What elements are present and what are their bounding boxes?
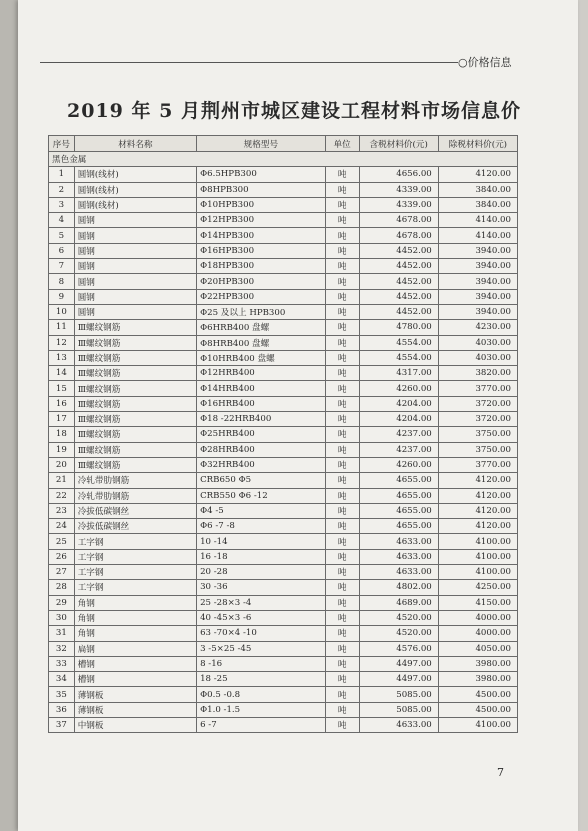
unit: 吨: [325, 427, 359, 442]
price-excl-tax: 3720.00: [438, 396, 517, 411]
row-index: 19: [49, 442, 75, 457]
spec: Φ6HRB400 盘螺: [197, 320, 326, 335]
price-excl-tax: 4100.00: [438, 717, 517, 732]
table-row: [49, 335, 518, 350]
spec: CRB550 Φ6 -12: [197, 488, 326, 503]
unit: 吨: [325, 396, 359, 411]
row-index: 36: [49, 702, 75, 717]
spec: Φ6.5HPB300: [197, 167, 326, 182]
price-excl-tax: 3750.00: [438, 427, 517, 442]
price-excl-tax: 4230.00: [438, 320, 517, 335]
price-excl-tax: 3980.00: [438, 656, 517, 671]
table-row: [49, 320, 518, 335]
spec: Φ18HPB300: [197, 259, 326, 274]
unit: 吨: [325, 366, 359, 381]
spec: 6 -7: [197, 717, 326, 732]
price-excl-tax: 4050.00: [438, 641, 517, 656]
table-row: [49, 534, 518, 549]
section-label: 黑色金属: [49, 152, 518, 167]
spec: Φ8HRB400 盘螺: [197, 335, 326, 350]
row-index: 32: [49, 641, 75, 656]
price-excl-tax: 4140.00: [438, 228, 517, 243]
material-name: Ⅲ螺纹钢筋: [74, 412, 196, 427]
price-excl-tax: 4500.00: [438, 702, 517, 717]
unit: 吨: [325, 626, 359, 641]
unit: 吨: [325, 519, 359, 534]
material-name: Ⅲ螺纹钢筋: [74, 320, 196, 335]
row-index: 4: [49, 213, 75, 228]
col-header-material: 材料名称: [74, 136, 196, 152]
spec: Φ32HRB400: [197, 457, 326, 472]
row-index: 21: [49, 473, 75, 488]
table-row: [49, 442, 518, 457]
spec: Φ16HRB400: [197, 396, 326, 411]
price-excl-tax: 4030.00: [438, 335, 517, 350]
price-excl-tax: 4120.00: [438, 473, 517, 488]
col-header-index: 序号: [49, 136, 75, 152]
unit: 吨: [325, 503, 359, 518]
material-name: Ⅲ螺纹钢筋: [74, 457, 196, 472]
material-name: Ⅲ螺纹钢筋: [74, 350, 196, 365]
unit: 吨: [325, 656, 359, 671]
unit: 吨: [325, 641, 359, 656]
row-index: 25: [49, 534, 75, 549]
price-incl-tax: 4452.00: [359, 243, 438, 258]
spec: Φ22HPB300: [197, 289, 326, 304]
row-index: 27: [49, 565, 75, 580]
spec: Φ20HPB300: [197, 274, 326, 289]
price-incl-tax: 4655.00: [359, 473, 438, 488]
col-header-unit: 单位: [325, 136, 359, 152]
row-index: 16: [49, 396, 75, 411]
spec: Φ4 -5: [197, 503, 326, 518]
price-excl-tax: 4500.00: [438, 687, 517, 702]
price-incl-tax: 5085.00: [359, 687, 438, 702]
unit: 吨: [325, 320, 359, 335]
spec: Φ8HPB300: [197, 182, 326, 197]
table-row: [49, 565, 518, 580]
material-name: Ⅲ螺纹钢筋: [74, 427, 196, 442]
unit: 吨: [325, 412, 359, 427]
col-header-price-incl-tax: 含税材料价(元): [359, 136, 438, 152]
header-rule: [40, 62, 458, 63]
price-excl-tax: 3940.00: [438, 304, 517, 319]
price-incl-tax: 4204.00: [359, 396, 438, 411]
price-incl-tax: 4237.00: [359, 427, 438, 442]
price-incl-tax: 4689.00: [359, 595, 438, 610]
table-row: [49, 595, 518, 610]
page-number: 7: [497, 766, 504, 779]
row-index: 23: [49, 503, 75, 518]
spec: 20 -28: [197, 565, 326, 580]
price-incl-tax: 4317.00: [359, 366, 438, 381]
row-index: 30: [49, 610, 75, 625]
price-excl-tax: 4250.00: [438, 580, 517, 595]
unit: 吨: [325, 289, 359, 304]
unit: 吨: [325, 243, 359, 258]
row-index: 12: [49, 335, 75, 350]
page-title: 2019 年 5 月荆州市城区建设工程材料市场信息价: [67, 100, 521, 122]
material-name: 扁钢: [74, 641, 196, 656]
table-row: [49, 228, 518, 243]
price-incl-tax: 4260.00: [359, 457, 438, 472]
spec: Φ1.0 -1.5: [197, 702, 326, 717]
row-index: 18: [49, 427, 75, 442]
row-index: 26: [49, 549, 75, 564]
material-name: 槽钢: [74, 672, 196, 687]
material-name: 圆钢(线材): [74, 167, 196, 182]
table-row: [49, 182, 518, 197]
material-name: Ⅲ螺纹钢筋: [74, 442, 196, 457]
price-incl-tax: 4497.00: [359, 656, 438, 671]
row-index: 6: [49, 243, 75, 258]
col-header-price-excl-tax: 除税材料价(元): [438, 136, 517, 152]
table-row: [49, 656, 518, 671]
table-row: [49, 243, 518, 258]
material-name: 角钢: [74, 626, 196, 641]
table-row: [49, 717, 518, 732]
unit: 吨: [325, 457, 359, 472]
price-excl-tax: 3820.00: [438, 366, 517, 381]
book-spine: [0, 0, 18, 831]
unit: 吨: [325, 167, 359, 182]
price-incl-tax: 4633.00: [359, 534, 438, 549]
material-name: 圆钢: [74, 304, 196, 319]
price-incl-tax: 4802.00: [359, 580, 438, 595]
price-incl-tax: 4204.00: [359, 412, 438, 427]
price-excl-tax: 4100.00: [438, 549, 517, 564]
row-index: 11: [49, 320, 75, 335]
price-incl-tax: 4576.00: [359, 641, 438, 656]
material-name: 槽钢: [74, 656, 196, 671]
unit: 吨: [325, 381, 359, 396]
spec: Φ16HPB300: [197, 243, 326, 258]
material-name: 圆钢: [74, 228, 196, 243]
row-index: 10: [49, 304, 75, 319]
material-name: 圆钢: [74, 213, 196, 228]
price-excl-tax: 4100.00: [438, 565, 517, 580]
material-name: 薄钢板: [74, 702, 196, 717]
price-excl-tax: 4100.00: [438, 534, 517, 549]
price-incl-tax: 4554.00: [359, 350, 438, 365]
price-excl-tax: 4140.00: [438, 213, 517, 228]
unit: 吨: [325, 565, 359, 580]
spec: Φ14HRB400: [197, 381, 326, 396]
table-row: [49, 396, 518, 411]
material-name: Ⅲ螺纹钢筋: [74, 335, 196, 350]
row-index: 15: [49, 381, 75, 396]
price-incl-tax: 4520.00: [359, 626, 438, 641]
unit: 吨: [325, 580, 359, 595]
table-row: [49, 167, 518, 182]
section-tag: ○价格信息: [458, 56, 512, 69]
spec: 16 -18: [197, 549, 326, 564]
table-row: [49, 672, 518, 687]
material-name: 圆钢: [74, 243, 196, 258]
material-name: 圆钢: [74, 259, 196, 274]
material-name: 中钢板: [74, 717, 196, 732]
unit: 吨: [325, 350, 359, 365]
table-row: [49, 488, 518, 503]
spec: 3 -5×25 -45: [197, 641, 326, 656]
unit: 吨: [325, 473, 359, 488]
price-excl-tax: 4150.00: [438, 595, 517, 610]
table-row: [49, 259, 518, 274]
spec: Φ25 及以上 HPB300: [197, 304, 326, 319]
price-incl-tax: 4633.00: [359, 549, 438, 564]
unit: 吨: [325, 442, 359, 457]
spec: Φ10HPB300: [197, 197, 326, 212]
table-row: [49, 473, 518, 488]
price-incl-tax: 4678.00: [359, 213, 438, 228]
price-excl-tax: 4120.00: [438, 167, 517, 182]
table-row: [49, 366, 518, 381]
row-index: 33: [49, 656, 75, 671]
table-header-row: [49, 136, 518, 152]
spec: Φ28HRB400: [197, 442, 326, 457]
price-incl-tax: 4452.00: [359, 304, 438, 319]
price-incl-tax: 4633.00: [359, 565, 438, 580]
unit: 吨: [325, 213, 359, 228]
section-row: [49, 152, 518, 167]
spec: Φ10HRB400 盘螺: [197, 350, 326, 365]
unit: 吨: [325, 274, 359, 289]
price-incl-tax: 4339.00: [359, 182, 438, 197]
material-name: 冷拔低碳钢丝: [74, 503, 196, 518]
unit: 吨: [325, 335, 359, 350]
price-excl-tax: 4030.00: [438, 350, 517, 365]
row-index: 17: [49, 412, 75, 427]
material-name: 圆钢: [74, 289, 196, 304]
unit: 吨: [325, 672, 359, 687]
table-row: [49, 213, 518, 228]
table-row: [49, 549, 518, 564]
price-incl-tax: 5085.00: [359, 702, 438, 717]
row-index: 37: [49, 717, 75, 732]
material-name: 冷拔低碳钢丝: [74, 519, 196, 534]
price-table: [48, 135, 518, 733]
price-excl-tax: 3940.00: [438, 243, 517, 258]
price-incl-tax: 4655.00: [359, 503, 438, 518]
spec: 63 -70×4 -10: [197, 626, 326, 641]
price-excl-tax: 3750.00: [438, 442, 517, 457]
row-index: 7: [49, 259, 75, 274]
spec: Φ0.5 -0.8: [197, 687, 326, 702]
material-name: 工字钢: [74, 549, 196, 564]
price-incl-tax: 4452.00: [359, 259, 438, 274]
price-excl-tax: 3940.00: [438, 259, 517, 274]
spec: 8 -16: [197, 656, 326, 671]
spec: 18 -25: [197, 672, 326, 687]
spec: Φ12HPB300: [197, 213, 326, 228]
unit: 吨: [325, 534, 359, 549]
material-name: 圆钢(线材): [74, 182, 196, 197]
row-index: 8: [49, 274, 75, 289]
price-incl-tax: 4655.00: [359, 519, 438, 534]
unit: 吨: [325, 197, 359, 212]
unit: 吨: [325, 595, 359, 610]
row-index: 28: [49, 580, 75, 595]
price-excl-tax: 3770.00: [438, 457, 517, 472]
col-header-spec: 规格型号: [197, 136, 326, 152]
spec: CRB650 Φ5: [197, 473, 326, 488]
price-excl-tax: 4000.00: [438, 610, 517, 625]
price-incl-tax: 4656.00: [359, 167, 438, 182]
unit: 吨: [325, 259, 359, 274]
row-index: 1: [49, 167, 75, 182]
row-index: 2: [49, 182, 75, 197]
price-excl-tax: 3940.00: [438, 289, 517, 304]
price-incl-tax: 4452.00: [359, 289, 438, 304]
row-index: 31: [49, 626, 75, 641]
price-excl-tax: 4000.00: [438, 626, 517, 641]
price-excl-tax: 4120.00: [438, 503, 517, 518]
material-name: 角钢: [74, 610, 196, 625]
table-row: [49, 503, 518, 518]
price-incl-tax: 4452.00: [359, 274, 438, 289]
price-incl-tax: 4633.00: [359, 717, 438, 732]
table-row: [49, 274, 518, 289]
unit: 吨: [325, 702, 359, 717]
price-incl-tax: 4678.00: [359, 228, 438, 243]
spec: 25 -28×3 -4: [197, 595, 326, 610]
material-name: 圆钢(线材): [74, 197, 196, 212]
table-row: [49, 702, 518, 717]
unit: 吨: [325, 228, 359, 243]
spec: 30 -36: [197, 580, 326, 595]
spec: Φ12HRB400: [197, 366, 326, 381]
spec: 10 -14: [197, 534, 326, 549]
unit: 吨: [325, 182, 359, 197]
spec: Φ25HRB400: [197, 427, 326, 442]
price-incl-tax: 4655.00: [359, 488, 438, 503]
spec: Φ6 -7 -8: [197, 519, 326, 534]
material-name: 工字钢: [74, 580, 196, 595]
table-row: [49, 580, 518, 595]
row-index: 20: [49, 457, 75, 472]
price-incl-tax: 4554.00: [359, 335, 438, 350]
table-row: [49, 687, 518, 702]
material-name: 薄钢板: [74, 687, 196, 702]
table-row: [49, 610, 518, 625]
table-row: [49, 412, 518, 427]
price-incl-tax: 4497.00: [359, 672, 438, 687]
price-excl-tax: 3720.00: [438, 412, 517, 427]
price-incl-tax: 4520.00: [359, 610, 438, 625]
unit: 吨: [325, 717, 359, 732]
price-excl-tax: 4120.00: [438, 519, 517, 534]
material-name: 冷轧带肋钢筋: [74, 473, 196, 488]
table-row: [49, 197, 518, 212]
material-name: Ⅲ螺纹钢筋: [74, 396, 196, 411]
price-incl-tax: 4237.00: [359, 442, 438, 457]
price-incl-tax: 4339.00: [359, 197, 438, 212]
material-name: 角钢: [74, 595, 196, 610]
spec: Φ14HPB300: [197, 228, 326, 243]
row-index: 34: [49, 672, 75, 687]
price-incl-tax: 4780.00: [359, 320, 438, 335]
spec: 40 -45×3 -6: [197, 610, 326, 625]
table-row: [49, 626, 518, 641]
price-excl-tax: 3940.00: [438, 274, 517, 289]
row-index: 14: [49, 366, 75, 381]
material-name: 工字钢: [74, 565, 196, 580]
price-excl-tax: 3980.00: [438, 672, 517, 687]
material-name: 冷轧带肋钢筋: [74, 488, 196, 503]
table-row: [49, 289, 518, 304]
row-index: 9: [49, 289, 75, 304]
unit: 吨: [325, 304, 359, 319]
price-incl-tax: 4260.00: [359, 381, 438, 396]
material-name: 圆钢: [74, 274, 196, 289]
unit: 吨: [325, 549, 359, 564]
table-row: [49, 641, 518, 656]
table-row: [49, 381, 518, 396]
table-row: [49, 304, 518, 319]
row-index: 5: [49, 228, 75, 243]
table-row: [49, 519, 518, 534]
row-index: 35: [49, 687, 75, 702]
price-excl-tax: 3840.00: [438, 197, 517, 212]
material-name: Ⅲ螺纹钢筋: [74, 366, 196, 381]
unit: 吨: [325, 687, 359, 702]
material-name: Ⅲ螺纹钢筋: [74, 381, 196, 396]
row-index: 13: [49, 350, 75, 365]
row-index: 22: [49, 488, 75, 503]
price-excl-tax: 4120.00: [438, 488, 517, 503]
unit: 吨: [325, 610, 359, 625]
unit: 吨: [325, 488, 359, 503]
material-name: 工字钢: [74, 534, 196, 549]
table-row: [49, 350, 518, 365]
price-excl-tax: 3770.00: [438, 381, 517, 396]
row-index: 3: [49, 197, 75, 212]
row-index: 29: [49, 595, 75, 610]
price-excl-tax: 3840.00: [438, 182, 517, 197]
table-row: [49, 427, 518, 442]
spec: Φ18 -22HRB400: [197, 412, 326, 427]
table-row: [49, 457, 518, 472]
row-index: 24: [49, 519, 75, 534]
